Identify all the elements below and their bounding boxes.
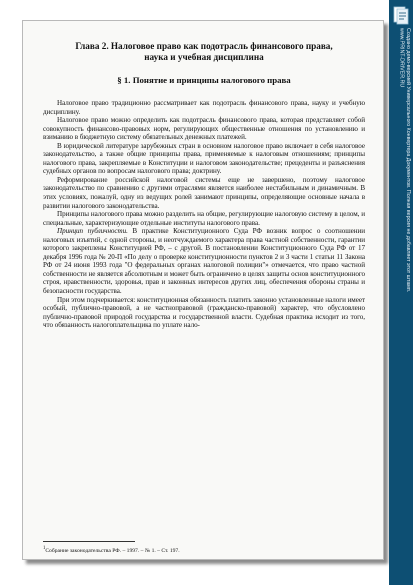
footnote-divider <box>43 541 135 542</box>
section-title: § 1. Понятие и принципы налогового права <box>117 75 291 85</box>
converter-logo-icon <box>393 6 409 25</box>
watermark-line1: Создано демо-версией Универсального Конвертера Документов. Полная версия не добавляет этот штамп. <box>405 28 411 293</box>
paragraph-4: Реформирование российской налоговой системы еще не завершено, поэтому налоговое законодательство по сравнению с другими отраслями является наиболее нестабильным и динамичным. В этих условиях, пожалуй, одну из ведущих ролей занимают принципы, определяющие основные начала в развитии налогового законодательства. <box>43 175 365 210</box>
paragraph-7: При этом подчеркивается: конституционная обязанность платить законно установленные налоги имеет особый, публично-правовой, а не частноправовой (гражданско-правовой) характер, что обусловлено публично-правовой природой государства и государственной власти. Судебная практика исходит из того, что обязанность налогоплательщика по уплате нало- <box>43 295 365 330</box>
watermark-link[interactable]: www.PRINT-DRIVER.RU <box>398 28 405 88</box>
paragraph-3: В юридической литературе зарубежных стран в основном налоговое право включает в себя налоговое законодательство, а также общие принципы права, применяемые к налоговым отношениям; принципы налогового права, закрепляемые в Конституции и налоговом законодательстве; прецеденты и разъяснения судебных органов по вопросам налогового права; доктрину. <box>43 141 365 176</box>
converter-watermark-sidebar <box>389 0 413 585</box>
footnote <box>43 545 180 555</box>
italic-lead: Принцип публичности. <box>57 227 128 236</box>
footnote-marker: 1 <box>43 546 46 551</box>
watermark-text <box>391 28 411 578</box>
paragraph-2: Налоговое право можно определить как подотрасль финансового права, которая представляет собой совокупность финансово-правовых норм, регулирующих общественные отношения по установлению и взиманию в бюджетную систему обязательных денежных платежей. <box>43 116 365 142</box>
page-content <box>43 41 365 330</box>
paragraph-5: Принципы налогового права можно разделить на общие, регулирующие налоговую систему в целом, и специальные, характеризующие отдельные институты налогового права. <box>43 210 365 227</box>
chapter-title-line1: Глава 2. Налоговое право как подотрасль финансового права, <box>75 41 333 51</box>
paragraph-6 <box>43 227 365 295</box>
document-page <box>22 20 384 560</box>
chapter-title <box>43 41 365 63</box>
paragraph-1: Налоговое право традиционно рассматривает как подотрасль финансового права, науку и учебную дисциплину. <box>43 99 365 116</box>
paragraph-6-text: В практике Конституционного Суда РФ возник вопрос о соотношении налоговых изъятий, с одной стороны, и неотчуждаемого характера права частной собственности, гарантии которого закреплены Конституцией РФ, – с другой. В постановлении Конституционного Суда РФ от 17 декабря 1996 года № 20-П «По делу о проверке конституционности пунктов 2 и 3 части 1 статьи 11 Закона РФ от 24 июня 1993 года "О федеральных органах налоговой полиции"» отмечается, что право частной собственности не является абсолютным и может быть ограничено в целях защиты основ конституционного строя, нравственности, здоровья, прав и законных интересов других лиц, обеспечения обороны страны и безопасности государства. <box>43 227 365 296</box>
chapter-title-line2: наука и учебная дисциплина <box>144 52 264 62</box>
footnote-text: Собрание законодательства РФ. – 1997. – № 1. – Ст. 197. <box>45 547 180 554</box>
